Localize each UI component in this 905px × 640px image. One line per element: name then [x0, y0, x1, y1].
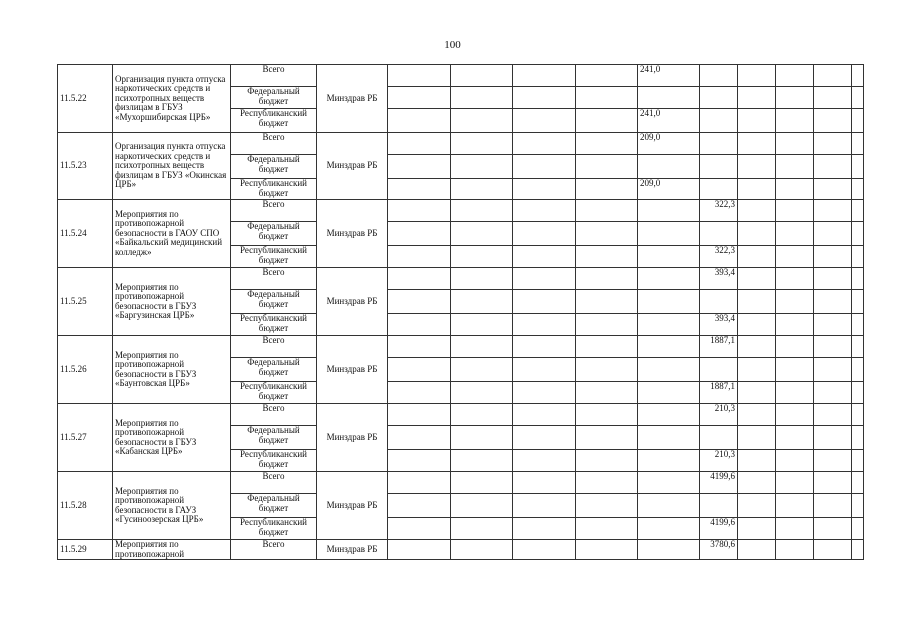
value-cell [388, 472, 451, 494]
value-cell [513, 268, 576, 290]
value-cell-col9 [700, 494, 738, 518]
value-cell-col8: 241,0 [638, 109, 700, 133]
value-cell-col8 [638, 290, 700, 314]
value-cell [388, 246, 451, 268]
value-cell [814, 426, 852, 450]
value-cell [576, 200, 638, 222]
row-number: 11.5.25 [58, 268, 113, 336]
funding-source: Всего [231, 540, 317, 560]
value-cell-col9: 322,3 [700, 246, 738, 268]
value-cell [513, 222, 576, 246]
value-cell-col8 [638, 494, 700, 518]
value-cell [776, 200, 814, 222]
value-cell [388, 518, 451, 540]
value-cell [776, 336, 814, 358]
value-cell [776, 155, 814, 179]
value-cell [388, 404, 451, 426]
value-cell [576, 87, 638, 109]
value-cell [814, 133, 852, 155]
value-cell [852, 155, 864, 179]
value-cell [738, 404, 776, 426]
value-cell [738, 494, 776, 518]
value-cell-col9: 3780,6 [700, 540, 738, 560]
executor: Минздрав РБ [317, 65, 388, 133]
value-cell [576, 404, 638, 426]
value-cell-col8 [638, 450, 700, 472]
value-cell [776, 314, 814, 336]
value-cell [576, 268, 638, 290]
event-name: Организация пункта отпуска наркотических средств и психотропных веществ физлицам в ГБУЗ «Окинская ЦРБ» [113, 133, 231, 200]
value-cell [451, 518, 513, 540]
value-cell [388, 87, 451, 109]
value-cell [814, 450, 852, 472]
value-cell-col9: 393,4 [700, 314, 738, 336]
value-cell [852, 382, 864, 404]
value-cell-col9 [700, 87, 738, 109]
value-cell-col8 [638, 358, 700, 382]
value-cell-col8 [638, 518, 700, 540]
funding-source: Республиканский бюджет [231, 246, 317, 268]
event-name: Мероприятия по противопожарной безопасности в ГАОУ СПО «Байкальский медицинский колледж» [113, 200, 231, 268]
value-cell [576, 426, 638, 450]
value-cell [513, 290, 576, 314]
value-cell [513, 87, 576, 109]
value-cell [576, 336, 638, 358]
value-cell [738, 358, 776, 382]
event-name: Мероприятия по противопожарной безопасности в ГБУЗ «Баунтовская ЦРБ» [113, 336, 231, 404]
value-cell [576, 494, 638, 518]
value-cell [814, 87, 852, 109]
value-cell [776, 179, 814, 200]
funding-source: Республиканский бюджет [231, 518, 317, 540]
executor: Минздрав РБ [317, 268, 388, 336]
funding-source: Республиканский бюджет [231, 109, 317, 133]
value-cell [738, 109, 776, 133]
value-cell [776, 518, 814, 540]
value-cell [576, 358, 638, 382]
value-cell [852, 200, 864, 222]
table-row [58, 540, 864, 560]
row-number: 11.5.26 [58, 336, 113, 404]
value-cell [852, 179, 864, 200]
value-cell [776, 133, 814, 155]
value-cell [814, 246, 852, 268]
value-cell [451, 268, 513, 290]
value-cell [513, 155, 576, 179]
value-cell [852, 246, 864, 268]
value-cell [738, 450, 776, 472]
value-cell-col8 [638, 382, 700, 404]
value-cell [852, 290, 864, 314]
value-cell [451, 472, 513, 494]
funding-source: Республиканский бюджет [231, 179, 317, 200]
value-cell [814, 404, 852, 426]
value-cell [576, 472, 638, 494]
value-cell-col8 [638, 268, 700, 290]
value-cell [513, 133, 576, 155]
value-cell [513, 518, 576, 540]
value-cell-col8 [638, 155, 700, 179]
table-row [58, 404, 864, 426]
value-cell-col9: 210,3 [700, 404, 738, 426]
row-number: 11.5.27 [58, 404, 113, 472]
program-table [57, 64, 864, 560]
value-cell-col9 [700, 155, 738, 179]
row-number: 11.5.29 [58, 540, 113, 560]
value-cell-col9 [700, 65, 738, 87]
table-row [58, 133, 864, 155]
value-cell [814, 358, 852, 382]
value-cell-col8 [638, 426, 700, 450]
funding-source: Всего [231, 65, 317, 87]
funding-source: Федеральный бюджет [231, 426, 317, 450]
value-cell [388, 314, 451, 336]
value-cell [513, 426, 576, 450]
table-row [58, 200, 864, 222]
value-cell [388, 290, 451, 314]
value-cell [852, 450, 864, 472]
value-cell-col8 [638, 314, 700, 336]
value-cell [513, 200, 576, 222]
event-name: Мероприятия по противопожарной безопасности в ГАУЗ «Гусиноозерская ЦРБ» [113, 472, 231, 540]
value-cell-col9: 322,3 [700, 200, 738, 222]
value-cell [738, 314, 776, 336]
value-cell [852, 65, 864, 87]
value-cell [814, 290, 852, 314]
value-cell-col8: 209,0 [638, 133, 700, 155]
table-row [58, 268, 864, 290]
funding-source: Федеральный бюджет [231, 155, 317, 179]
executor: Минздрав РБ [317, 200, 388, 268]
executor: Минздрав РБ [317, 336, 388, 404]
table-row [58, 472, 864, 494]
funding-source: Федеральный бюджет [231, 87, 317, 109]
event-name: Мероприятия по противопожарной безопасности в ГБУЗ «Баргузинская ЦРБ» [113, 268, 231, 336]
funding-source: Республиканский бюджет [231, 450, 317, 472]
value-cell [776, 450, 814, 472]
value-cell [738, 179, 776, 200]
funding-source: Федеральный бюджет [231, 222, 317, 246]
value-cell [814, 382, 852, 404]
row-number: 11.5.28 [58, 472, 113, 540]
value-cell [513, 109, 576, 133]
value-cell [852, 472, 864, 494]
value-cell-col9: 1887,1 [700, 336, 738, 358]
value-cell [776, 494, 814, 518]
value-cell [738, 155, 776, 179]
value-cell [776, 472, 814, 494]
value-cell [513, 65, 576, 87]
value-cell [776, 290, 814, 314]
value-cell [738, 133, 776, 155]
value-cell [388, 133, 451, 155]
value-cell [451, 358, 513, 382]
value-cell [513, 540, 576, 560]
value-cell-col9 [700, 426, 738, 450]
funding-source: Всего [231, 133, 317, 155]
value-cell [388, 382, 451, 404]
value-cell-col8 [638, 222, 700, 246]
value-cell [576, 65, 638, 87]
value-cell-col9 [700, 179, 738, 200]
value-cell [513, 336, 576, 358]
value-cell [814, 222, 852, 246]
funding-source: Всего [231, 336, 317, 358]
event-name: Мероприятия по противопожарной безопасности в ГБУЗ «Кабанская ЦРБ» [113, 404, 231, 472]
value-cell [388, 426, 451, 450]
value-cell [451, 246, 513, 268]
value-cell-col9 [700, 133, 738, 155]
value-cell [814, 336, 852, 358]
value-cell [388, 268, 451, 290]
value-cell [576, 246, 638, 268]
value-cell [388, 358, 451, 382]
value-cell-col8 [638, 472, 700, 494]
value-cell [738, 268, 776, 290]
value-cell [576, 290, 638, 314]
executor: Минздрав РБ [317, 404, 388, 472]
funding-source: Республиканский бюджет [231, 382, 317, 404]
funding-source: Всего [231, 200, 317, 222]
value-cell-col8 [638, 87, 700, 109]
value-cell [776, 87, 814, 109]
value-cell [814, 518, 852, 540]
value-cell [451, 404, 513, 426]
executor: Минздрав РБ [317, 540, 388, 560]
value-cell [738, 382, 776, 404]
value-cell [513, 314, 576, 336]
value-cell [738, 200, 776, 222]
value-cell [451, 133, 513, 155]
value-cell [738, 246, 776, 268]
value-cell [738, 65, 776, 87]
value-cell-col8: 241,0 [638, 65, 700, 87]
funding-source: Федеральный бюджет [231, 494, 317, 518]
value-cell-col8 [638, 200, 700, 222]
value-cell-col9: 210,3 [700, 450, 738, 472]
value-cell [576, 222, 638, 246]
funding-source: Республиканский бюджет [231, 314, 317, 336]
value-cell [852, 222, 864, 246]
value-cell [852, 494, 864, 518]
funding-source: Всего [231, 404, 317, 426]
page-number: 100 [444, 39, 461, 51]
value-cell [852, 426, 864, 450]
table-row [58, 65, 864, 87]
value-cell-col9 [700, 222, 738, 246]
value-cell [776, 222, 814, 246]
value-cell [738, 518, 776, 540]
value-cell [814, 540, 852, 560]
value-cell [776, 109, 814, 133]
value-cell [576, 179, 638, 200]
value-cell [451, 382, 513, 404]
value-cell-col8 [638, 404, 700, 426]
value-cell-col8 [638, 246, 700, 268]
value-cell [451, 314, 513, 336]
value-cell-col9 [700, 109, 738, 133]
value-cell [852, 109, 864, 133]
value-cell [388, 109, 451, 133]
value-cell [576, 382, 638, 404]
value-cell [388, 200, 451, 222]
value-cell [852, 268, 864, 290]
value-cell [451, 426, 513, 450]
funding-source: Всего [231, 268, 317, 290]
value-cell [852, 358, 864, 382]
value-cell [576, 109, 638, 133]
value-cell-col9 [700, 290, 738, 314]
value-cell [738, 540, 776, 560]
value-cell [852, 336, 864, 358]
table-row [58, 336, 864, 358]
value-cell-col9: 4199,6 [700, 518, 738, 540]
value-cell-col9: 4199,6 [700, 472, 738, 494]
value-cell [513, 246, 576, 268]
funding-source: Всего [231, 472, 317, 494]
value-cell [776, 426, 814, 450]
value-cell [814, 314, 852, 336]
value-cell [738, 472, 776, 494]
value-cell [388, 65, 451, 87]
value-cell [451, 155, 513, 179]
table-body [58, 65, 864, 560]
value-cell [451, 65, 513, 87]
value-cell [451, 450, 513, 472]
value-cell-col9: 1887,1 [700, 382, 738, 404]
value-cell [513, 404, 576, 426]
value-cell [451, 540, 513, 560]
value-cell [513, 179, 576, 200]
value-cell [852, 87, 864, 109]
value-cell [451, 87, 513, 109]
value-cell [451, 200, 513, 222]
funding-source: Федеральный бюджет [231, 358, 317, 382]
value-cell [388, 540, 451, 560]
value-cell [852, 518, 864, 540]
value-cell-col8: 209,0 [638, 179, 700, 200]
value-cell [814, 65, 852, 87]
row-number: 11.5.23 [58, 133, 113, 200]
value-cell [513, 382, 576, 404]
value-cell [576, 314, 638, 336]
value-cell [814, 155, 852, 179]
value-cell [738, 426, 776, 450]
value-cell [776, 268, 814, 290]
value-cell-col8 [638, 336, 700, 358]
value-cell [451, 336, 513, 358]
value-cell [576, 540, 638, 560]
value-cell-col9: 393,4 [700, 268, 738, 290]
value-cell [513, 494, 576, 518]
value-cell [738, 87, 776, 109]
value-cell [513, 472, 576, 494]
value-cell [451, 290, 513, 314]
value-cell [814, 494, 852, 518]
value-cell [451, 109, 513, 133]
executor: Минздрав РБ [317, 472, 388, 540]
value-cell [814, 472, 852, 494]
value-cell [814, 200, 852, 222]
value-cell [388, 179, 451, 200]
executor: Минздрав РБ [317, 133, 388, 200]
value-cell [576, 518, 638, 540]
row-number: 11.5.24 [58, 200, 113, 268]
value-cell [776, 65, 814, 87]
value-cell-col8 [638, 540, 700, 560]
event-name: Организация пункта отпуска наркотических средств и психотропных веществ физлицам в ГБУЗ «Мухоршибирская ЦРБ» [113, 65, 231, 133]
value-cell [576, 133, 638, 155]
value-cell [388, 450, 451, 472]
value-cell [738, 336, 776, 358]
value-cell [388, 494, 451, 518]
value-cell [738, 222, 776, 246]
value-cell [814, 109, 852, 133]
value-cell [852, 404, 864, 426]
value-cell [776, 358, 814, 382]
value-cell [776, 540, 814, 560]
value-cell [852, 133, 864, 155]
value-cell [852, 314, 864, 336]
value-cell [776, 382, 814, 404]
event-name: Мероприятия по противопожарной [113, 540, 231, 560]
value-cell [513, 358, 576, 382]
value-cell [388, 222, 451, 246]
value-cell [388, 155, 451, 179]
value-cell [513, 450, 576, 472]
value-cell [576, 155, 638, 179]
value-cell [776, 246, 814, 268]
value-cell [451, 222, 513, 246]
funding-source: Федеральный бюджет [231, 290, 317, 314]
value-cell-col9 [700, 358, 738, 382]
value-cell [814, 268, 852, 290]
value-cell [776, 404, 814, 426]
row-number: 11.5.22 [58, 65, 113, 133]
value-cell [576, 450, 638, 472]
value-cell [451, 494, 513, 518]
value-cell [738, 290, 776, 314]
value-cell [814, 179, 852, 200]
value-cell [852, 540, 864, 560]
value-cell [451, 179, 513, 200]
value-cell [388, 336, 451, 358]
